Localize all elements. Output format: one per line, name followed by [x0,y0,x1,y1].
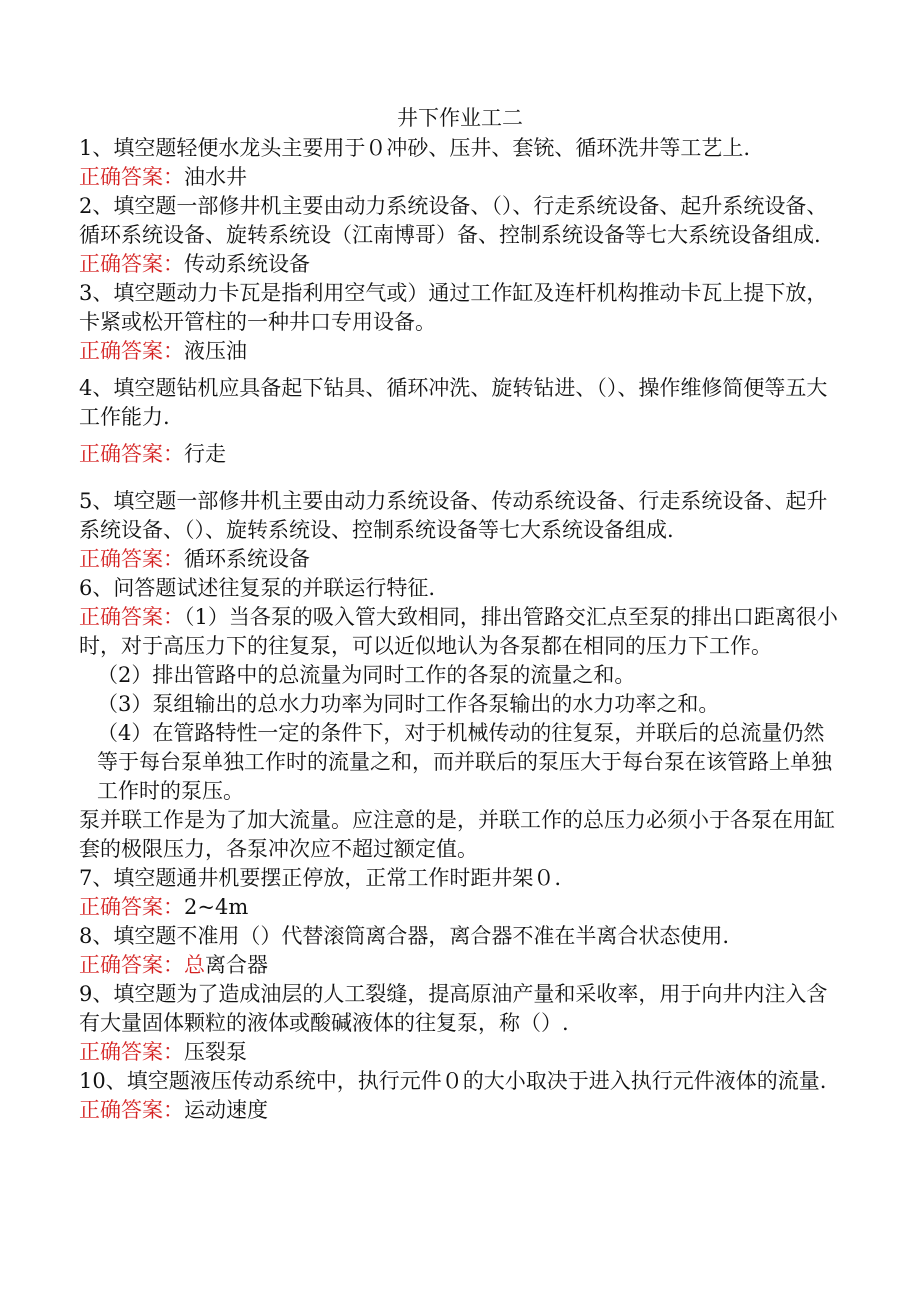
answer-line [79,337,839,366]
answer-text: 循环系统设备 [184,547,310,571]
answer-line [79,545,839,574]
question-text: 7、填空题通井机要摆正停放，正常工作时距井架０. [79,866,562,890]
answer-summary: 泵并联工作是为了加大流量。应注意的是，并联工作的总压力必须小于各泵在用缸套的极限压力，各泵冲次应不超过额定值。 [79,808,835,861]
question-text: 8、填空题不准用（）代替滚筒离合器，离合器不准在半离合状态使用. [79,924,730,948]
question-text: 5、填空题一部修井机主要由动力系统设备、传动系统设备、行走系统设备、起升系统设备、（）、旋转系统设、控制系统设备等七大系统设备组成. [79,489,828,542]
answer-line [79,440,839,469]
answer-text: 传动系统设备 [184,252,310,276]
question-text: 10、填空题液压传动系统中，执行元件０的大小取决于进入执行元件液体的流量. [79,1069,827,1093]
question-text: 4、填空题钻机应具备起下钻具、循环冲洗、旋转钻进、（）、操作维修简便等五大工作能力. [79,376,828,429]
question-list [79,134,839,1125]
question-item-2 [79,192,839,279]
question-text: 6、问答题试述往复泵的并联运行特征. [79,576,436,600]
answer-line [79,603,839,661]
answer-label: 正确答案： [79,1098,184,1122]
question-item-6 [79,574,839,864]
question-item-10 [79,1067,839,1125]
answer-text-red-part: 总 [184,953,205,977]
answer-label: 正确答案： [79,605,184,629]
answer-text: 2~4m [184,895,249,919]
question-text: 2、填空题一部修井机主要由动力系统设备、（）、行走系统设备、起升系统设备、循环系统设备、旋转系统设（江南博哥）备、控制系统设备等七大系统设备组成. [79,194,828,247]
answer-text: 压裂泵 [184,1040,247,1064]
answer-label: 正确答案： [79,339,184,363]
answer-point-3: （3）泵组输出的总水力功率为同时工作各泵输出的水力功率之和。 [97,692,720,716]
answer-point-4: （4）在管路特性一定的条件下，对于机械传动的往复泵，并联后的总流量仍然等于每台泵单独工作时的流量之和，而并联后的泵压大于每台泵在该管路上单独工作时的泵压。 [97,721,832,803]
question-item-9 [79,980,839,1067]
answer-label: 正确答案： [79,1040,184,1064]
question-text: 3、填空题动力卡瓦是指利用空气或）通过工作缸及连杆机构推动卡瓦上提下放，卡紧或松开管柱的一种井口专用设备。 [79,281,828,334]
answer-label: 正确答案： [79,252,184,276]
answer-label: 正确答案： [79,953,184,977]
answer-label: 正确答案： [79,547,184,571]
answer-text: 行走 [184,442,226,466]
answer-line [79,163,839,192]
question-item-3 [79,279,839,366]
answer-text: 运动速度 [184,1098,268,1122]
answer-line [79,1096,839,1125]
answer-label: 正确答案： [79,442,184,466]
answer-label: 正确答案： [79,895,184,919]
answer-text: （1）当各泵的吸入管大致相同，排出管路交汇点至泵的排出口距离很小时，对于高压力下的往复泵，可以近似地认为各泵都在相同的压力下工作。 [79,605,838,658]
answer-text: 油水井 [184,165,247,189]
question-item-8 [79,922,839,980]
document-title: 井下作业工二 [397,106,523,130]
answer-text: 液压油 [184,339,247,363]
question-item-1 [79,134,839,192]
answer-text: 离合器 [205,953,268,977]
answer-line [79,250,839,279]
question-item-5 [79,487,839,574]
question-item-4 [79,374,839,469]
answer-line [79,1038,839,1067]
answer-line [79,951,839,980]
answer-label: 正确答案： [79,165,184,189]
answer-point-2: （2）排出管路中的总流量为同时工作的各泵的流量之和。 [97,663,636,687]
question-text: 9、填空题为了造成油层的人工裂缝，提高原油产量和采收率，用于向井内注入含有大量固体颗粒的液体或酸碱液体的往复泵，称（）. [79,982,828,1035]
question-item-7 [79,864,839,922]
question-text: 1、填空题轻便水龙头主要用于０冲砂、压井、套铳、循环洗井等工艺上. [79,136,751,160]
answer-line [79,893,839,922]
